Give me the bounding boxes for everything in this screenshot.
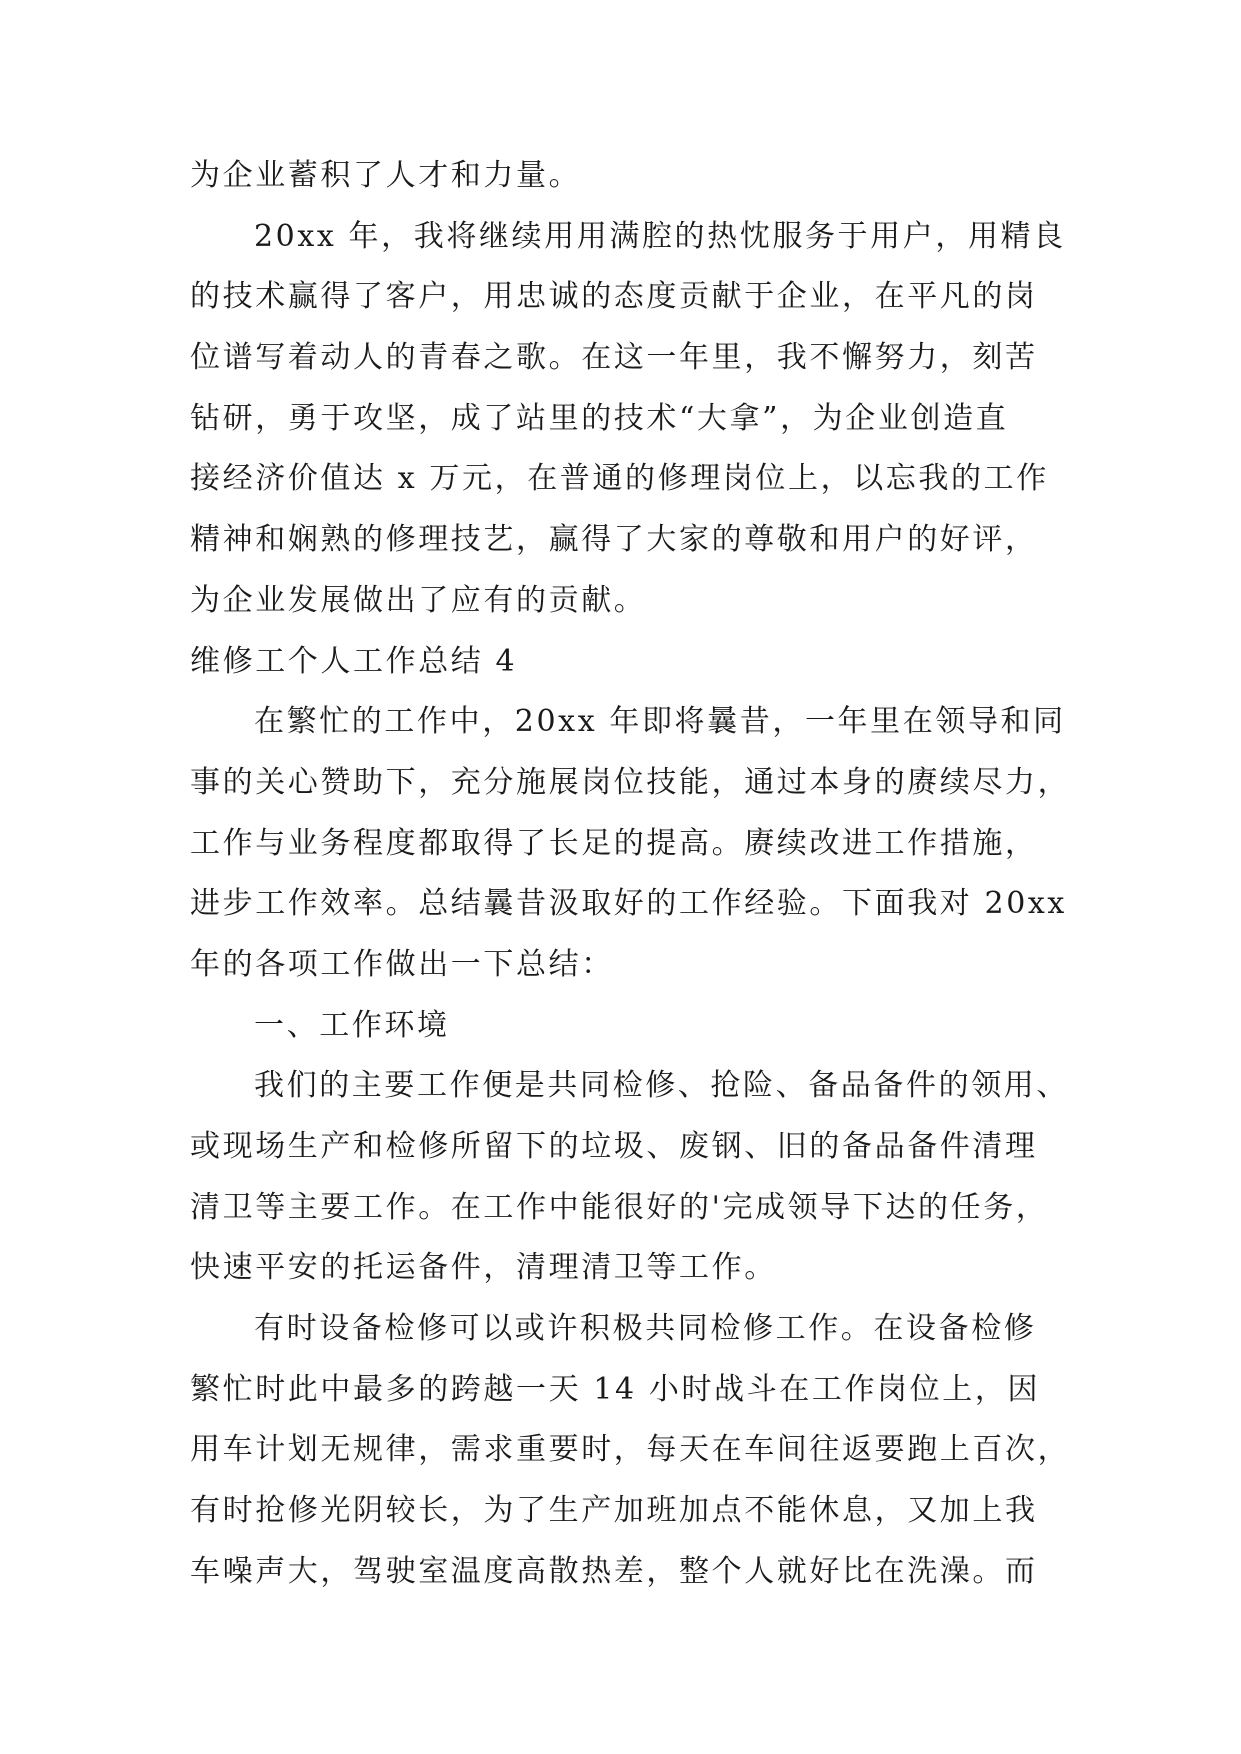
text-line: 用车计划无规律，需求重要时，每天在车间往返要跑上百次， xyxy=(190,1432,1071,1468)
text-line: 进步工作效率。总结曩昔汲取好的工作经验。下面我对 20xx xyxy=(190,886,1067,922)
paragraph-first-line: 在繁忙的工作中，20xx 年即将曩昔，一年里在领导和同 xyxy=(254,704,1066,740)
paragraph-first-line: 我们的主要工作便是共同检修、抢险、备品备件的领用、 xyxy=(254,1068,1069,1104)
text-line: 的技术赢得了客户，用忠诚的态度贡献于企业，在平凡的岗 xyxy=(190,279,1038,315)
paragraph-first-line: 有时设备检修可以或许积极共同检修工作。在设备检修 xyxy=(254,1311,1037,1347)
text-line: 钻研，勇于攻坚，成了站里的技术“大拿”，为企业创造直 xyxy=(190,400,1009,436)
text-line: 位谱写着动人的青春之歌。在这一年里，我不懈努力，刻苦 xyxy=(190,340,1038,376)
text-line: 有时抢修光阴较长，为了生产加班加点不能休息，又加上我 xyxy=(190,1493,1038,1529)
document-body xyxy=(190,157,1071,1614)
text-line: 精神和娴熟的修理技艺，赢得了大家的尊敬和用户的好评， xyxy=(190,522,1038,558)
paragraph-first-line: 20xx 年，我将继续用用满腔的热忱服务于用户，用精良 xyxy=(254,218,1066,254)
subsection-heading: 一、工作环境 xyxy=(254,1007,450,1043)
text-line: 或现场生产和检修所留下的垃圾、废钢、旧的备品备件清理 xyxy=(190,1129,1038,1164)
section-heading: 维修工个人工作总结 4 xyxy=(190,643,518,679)
text-line: 工作与业务程度都取得了长足的提高。赓续改进工作措施， xyxy=(190,825,1038,861)
text-line: 接经济价值达 x 万元，在普通的修理岗位上，以忘我的工作 xyxy=(190,461,1049,497)
text-line: 年的各项工作做出一下总结： xyxy=(190,946,614,982)
text-line: 事的关心赞助下，充分施展岗位技能，通过本身的赓续尽力， xyxy=(190,764,1071,800)
text-line: 快速平安的托运备件，清理清卫等工作。 xyxy=(190,1250,777,1286)
text-line: 为企业发展做出了应有的贡献。 xyxy=(190,582,647,618)
text-line: 繁忙时此中最多的跨越一天 14 小时战斗在工作岗位上，因 xyxy=(190,1371,1041,1407)
text-line: 车噪声大，驾驶室温度高散热差，整个人就好比在洗澡。而 xyxy=(190,1553,1038,1589)
text-line: 清卫等主要工作。在工作中能很好的'完成领导下达的任务， xyxy=(190,1189,1049,1225)
text-line: 为企业蓄积了人才和力量。 xyxy=(190,158,582,193)
